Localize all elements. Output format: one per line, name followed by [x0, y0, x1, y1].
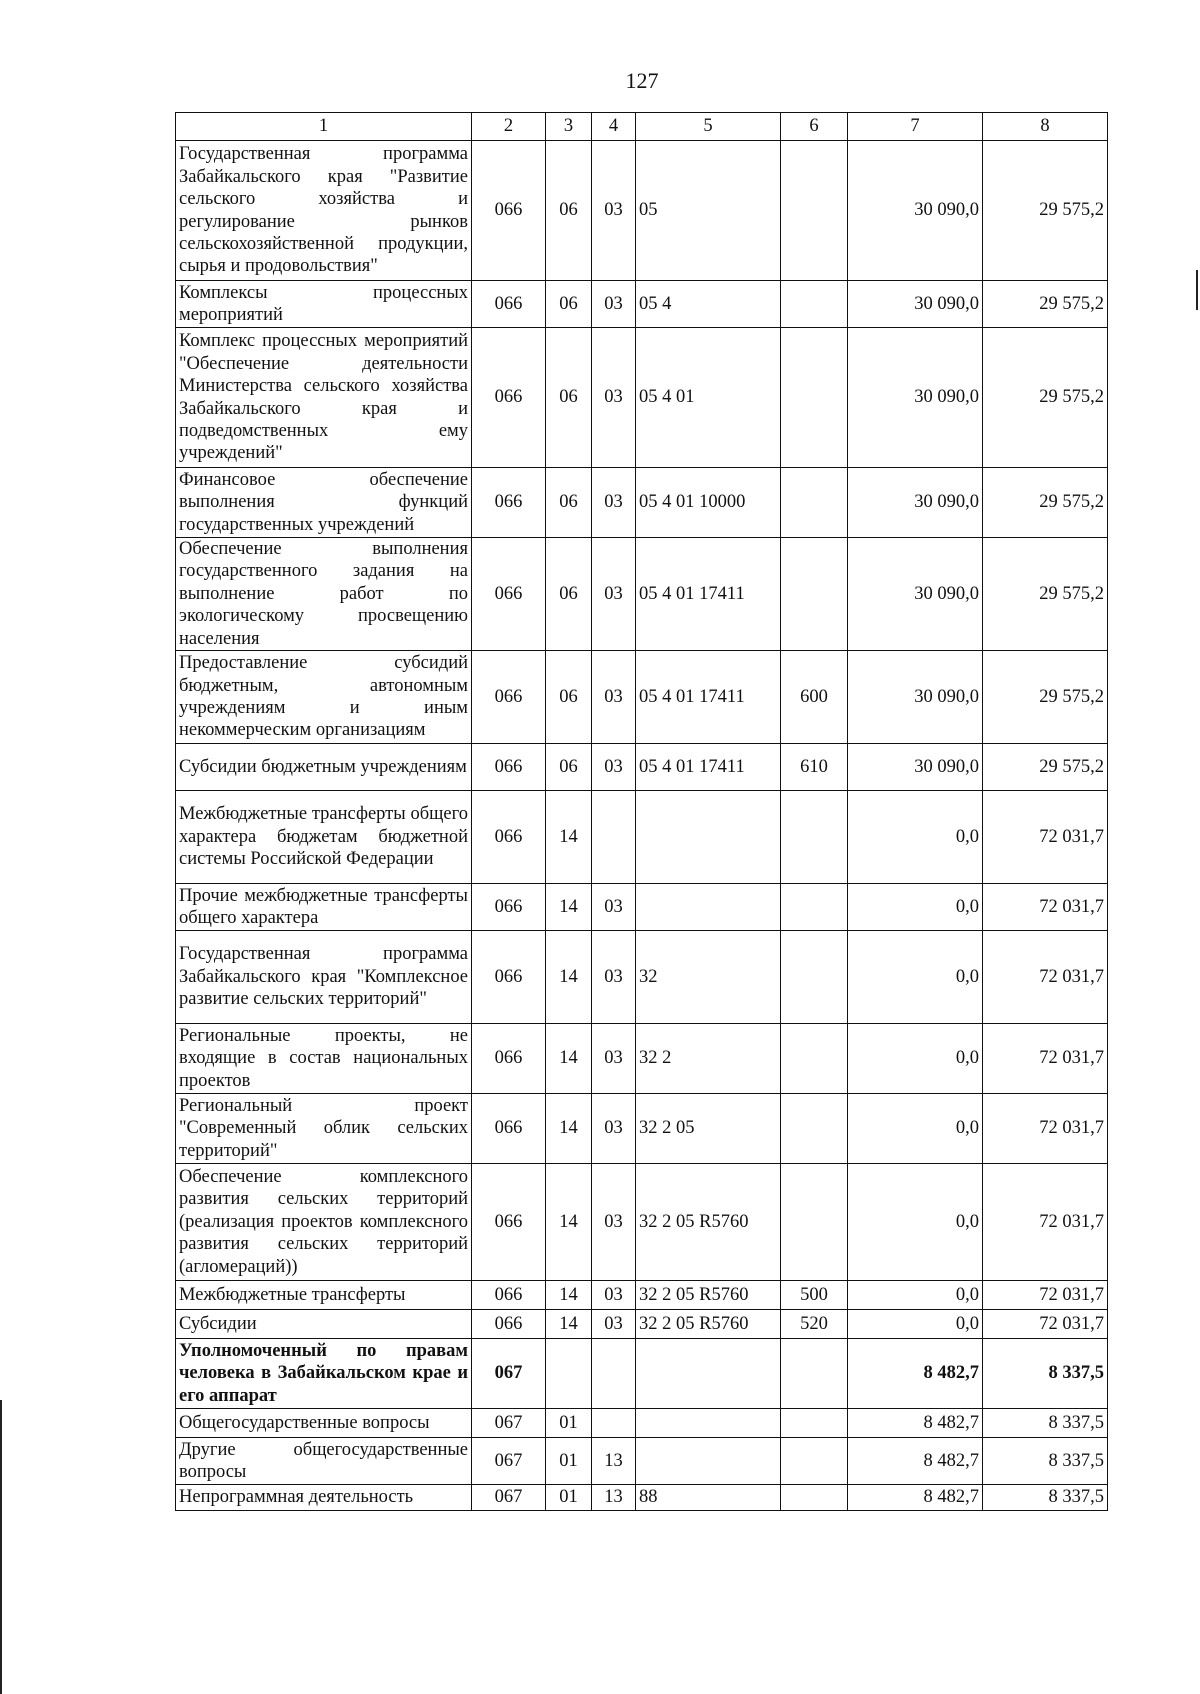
amount-col7-cell: 30 090,0 — [848, 538, 983, 651]
expense-type-cell — [781, 1164, 848, 1281]
budget-table — [175, 112, 1108, 1511]
amount-col7-cell: 8 482,7 — [848, 1409, 983, 1438]
amount-col8-cell: 72 031,7 — [983, 1310, 1108, 1339]
section-code-cell: 06 — [546, 468, 592, 538]
expense-type-cell: 600 — [781, 651, 848, 744]
target-article-cell: 05 4 01 17411 — [636, 744, 781, 791]
target-article-cell: 05 4 01 17411 — [636, 651, 781, 744]
amount-col7-cell: 0,0 — [848, 1310, 983, 1339]
row-name-cell: Государственная программа Забайкальского края "Комплексное развитие сельских территорий" — [176, 931, 472, 1024]
subsection-code-cell: 03 — [592, 281, 636, 328]
admin-code-cell: 066 — [472, 931, 546, 1024]
subsection-code-cell: 03 — [592, 651, 636, 744]
amount-col8-cell: 29 575,2 — [983, 651, 1108, 744]
subsection-code-cell: 03 — [592, 1024, 636, 1094]
header-cell: 6 — [781, 113, 848, 141]
section-code-cell: 14 — [546, 931, 592, 1024]
target-article-cell: 32 2 05 — [636, 1094, 781, 1164]
expense-type-cell — [781, 1339, 848, 1409]
target-article-cell: 88 — [636, 1485, 781, 1511]
amount-col7-cell: 30 090,0 — [848, 651, 983, 744]
row-name-cell: Комплексы процессных мероприятий — [176, 281, 472, 328]
subsection-code-cell: 13 — [592, 1485, 636, 1511]
admin-code-cell: 066 — [472, 1310, 546, 1339]
section-code-cell: 01 — [546, 1409, 592, 1438]
target-article-cell: 05 4 01 10000 — [636, 468, 781, 538]
section-code-cell: 06 — [546, 651, 592, 744]
header-cell: 8 — [983, 113, 1108, 141]
section-code-cell: 01 — [546, 1485, 592, 1511]
admin-code-cell: 066 — [472, 651, 546, 744]
amount-col7-cell: 30 090,0 — [848, 468, 983, 538]
row-name-cell: Субсидии — [176, 1310, 472, 1339]
admin-code-cell: 067 — [472, 1485, 546, 1511]
row-name-cell: Комплекс процессных мероприятий "Обеспечение деятельности Министерства сельского хозяйства Забайкальского края и подведомственных ему учреждений" — [176, 328, 472, 468]
expense-type-cell — [781, 328, 848, 468]
subsection-code-cell: 03 — [592, 1281, 636, 1310]
amount-col7-cell: 8 482,7 — [848, 1339, 983, 1409]
scan-edge-right — [1196, 270, 1198, 310]
target-article-cell: 05 4 01 17411 — [636, 538, 781, 651]
subsection-code-cell: 03 — [592, 1094, 636, 1164]
section-code-cell: 14 — [546, 1094, 592, 1164]
expense-type-cell — [781, 1024, 848, 1094]
expense-type-cell: 500 — [781, 1281, 848, 1310]
subsection-code-cell: 03 — [592, 141, 636, 281]
target-article-cell: 05 — [636, 141, 781, 281]
table-row — [176, 744, 1108, 791]
amount-col8-cell: 72 031,7 — [983, 791, 1108, 884]
expense-type-cell — [781, 1409, 848, 1438]
subsection-code-cell: 03 — [592, 328, 636, 468]
header-cell: 3 — [546, 113, 592, 141]
target-article-cell — [636, 1339, 781, 1409]
admin-code-cell: 066 — [472, 538, 546, 651]
table-row — [176, 1339, 1108, 1409]
expense-type-cell: 520 — [781, 1310, 848, 1339]
section-code-cell: 01 — [546, 1438, 592, 1485]
page-number: 127 — [625, 68, 659, 93]
expense-type-cell — [781, 468, 848, 538]
header-cell: 7 — [848, 113, 983, 141]
admin-code-cell: 066 — [472, 884, 546, 931]
amount-col7-cell: 30 090,0 — [848, 328, 983, 468]
expense-type-cell — [781, 931, 848, 1024]
scan-edge-left — [0, 1400, 2, 1694]
expense-type-cell — [781, 1094, 848, 1164]
admin-code-cell: 066 — [472, 1094, 546, 1164]
expense-type-cell: 610 — [781, 744, 848, 791]
row-name-cell: Межбюджетные трансферты — [176, 1281, 472, 1310]
expense-type-cell — [781, 884, 848, 931]
amount-col7-cell: 30 090,0 — [848, 141, 983, 281]
admin-code-cell: 066 — [472, 744, 546, 791]
admin-code-cell: 067 — [472, 1339, 546, 1409]
target-article-cell: 32 2 05 R5760 — [636, 1281, 781, 1310]
target-article-cell — [636, 1409, 781, 1438]
header-cell: 4 — [592, 113, 636, 141]
row-name-cell: Межбюджетные трансферты общего характера бюджетам бюджетной системы Российской Федерации — [176, 791, 472, 884]
target-article-cell — [636, 1438, 781, 1485]
target-article-cell: 32 2 05 R5760 — [636, 1164, 781, 1281]
amount-col7-cell: 8 482,7 — [848, 1438, 983, 1485]
section-code-cell: 14 — [546, 1310, 592, 1339]
subsection-code-cell: 03 — [592, 744, 636, 791]
admin-code-cell: 066 — [472, 468, 546, 538]
table-row — [176, 651, 1108, 744]
amount-col7-cell: 0,0 — [848, 884, 983, 931]
section-code-cell: 06 — [546, 281, 592, 328]
expense-type-cell — [781, 1438, 848, 1485]
amount-col8-cell: 8 337,5 — [983, 1409, 1108, 1438]
section-code-cell: 06 — [546, 328, 592, 468]
amount-col8-cell: 29 575,2 — [983, 328, 1108, 468]
admin-code-cell: 066 — [472, 1281, 546, 1310]
table-row — [176, 1438, 1108, 1485]
table-row — [176, 538, 1108, 651]
row-name-cell: Общегосударственные вопросы — [176, 1409, 472, 1438]
amount-col8-cell: 29 575,2 — [983, 744, 1108, 791]
table-row — [176, 281, 1108, 328]
amount-col8-cell: 8 337,5 — [983, 1438, 1108, 1485]
expense-type-cell — [781, 791, 848, 884]
admin-code-cell: 066 — [472, 281, 546, 328]
table-row — [176, 1164, 1108, 1281]
target-article-cell: 32 — [636, 931, 781, 1024]
row-name-cell: Другие общегосударственные вопросы — [176, 1438, 472, 1485]
subsection-code-cell: 03 — [592, 468, 636, 538]
table-row — [176, 791, 1108, 884]
amount-col8-cell: 72 031,7 — [983, 1094, 1108, 1164]
subsection-code-cell — [592, 1339, 636, 1409]
amount-col8-cell: 29 575,2 — [983, 281, 1108, 328]
table-row — [176, 1409, 1108, 1438]
table-row — [176, 1094, 1108, 1164]
section-code-cell: 06 — [546, 141, 592, 281]
row-name-cell: Государственная программа Забайкальского края "Развитие сельского хозяйства и регулирование рынков сельскохозяйственной продукции, сырья и продовольствия" — [176, 141, 472, 281]
target-article-cell: 32 2 05 R5760 — [636, 1310, 781, 1339]
table-row — [176, 1281, 1108, 1310]
amount-col7-cell: 30 090,0 — [848, 281, 983, 328]
amount-col8-cell: 72 031,7 — [983, 931, 1108, 1024]
target-article-cell: 05 4 — [636, 281, 781, 328]
row-name-cell: Обеспечение комплексного развития сельских территорий (реализация проектов комплексного развития сельских территорий (агломераций)) — [176, 1164, 472, 1281]
expense-type-cell — [781, 538, 848, 651]
subsection-code-cell — [592, 791, 636, 884]
section-code-cell — [546, 1339, 592, 1409]
expense-type-cell — [781, 141, 848, 281]
row-name-cell: Субсидии бюджетным учреждениям — [176, 744, 472, 791]
table-row — [176, 1310, 1108, 1339]
section-code-cell: 06 — [546, 538, 592, 651]
target-article-cell — [636, 791, 781, 884]
header-cell: 5 — [636, 113, 781, 141]
table-row — [176, 1024, 1108, 1094]
amount-col7-cell: 30 090,0 — [848, 744, 983, 791]
admin-code-cell: 067 — [472, 1409, 546, 1438]
amount-col7-cell: 0,0 — [848, 1281, 983, 1310]
amount-col7-cell: 0,0 — [848, 1164, 983, 1281]
amount-col7-cell: 8 482,7 — [848, 1485, 983, 1511]
table-row — [176, 468, 1108, 538]
section-code-cell: 14 — [546, 1164, 592, 1281]
row-name-cell: Непрограммная деятельность — [176, 1485, 472, 1511]
section-code-cell: 14 — [546, 1281, 592, 1310]
section-code-cell: 14 — [546, 791, 592, 884]
row-name-cell: Предоставление субсидий бюджетным, автономным учреждениям и иным некоммерческим организациям — [176, 651, 472, 744]
amount-col8-cell: 8 337,5 — [983, 1339, 1108, 1409]
table-row — [176, 931, 1108, 1024]
subsection-code-cell: 03 — [592, 931, 636, 1024]
admin-code-cell: 066 — [472, 328, 546, 468]
admin-code-cell: 066 — [472, 141, 546, 281]
subsection-code-cell — [592, 1409, 636, 1438]
row-name-cell: Обеспечение выполнения государственного задания на выполнение работ по экологическому просвещению населения — [176, 538, 472, 651]
header-cell: 2 — [472, 113, 546, 141]
subsection-code-cell: 03 — [592, 538, 636, 651]
target-article-cell: 05 4 01 — [636, 328, 781, 468]
amount-col7-cell: 0,0 — [848, 931, 983, 1024]
admin-code-cell: 066 — [472, 1164, 546, 1281]
section-code-cell: 06 — [546, 744, 592, 791]
admin-code-cell: 067 — [472, 1438, 546, 1485]
admin-code-cell: 066 — [472, 791, 546, 884]
amount-col8-cell: 72 031,7 — [983, 1024, 1108, 1094]
expense-type-cell — [781, 1485, 848, 1511]
amount-col8-cell: 29 575,2 — [983, 141, 1108, 281]
target-article-cell: 32 2 — [636, 1024, 781, 1094]
table-row — [176, 141, 1108, 281]
target-article-cell — [636, 884, 781, 931]
section-code-cell: 14 — [546, 884, 592, 931]
table-row — [176, 328, 1108, 468]
subsection-code-cell: 13 — [592, 1438, 636, 1485]
row-name-cell: Региональные проекты, не входящие в состав национальных проектов — [176, 1024, 472, 1094]
amount-col8-cell: 29 575,2 — [983, 538, 1108, 651]
amount-col7-cell: 0,0 — [848, 791, 983, 884]
header-cell: 1 — [176, 113, 472, 141]
table-row — [176, 1485, 1108, 1511]
row-name-cell: Уполномоченный по правам человека в Забайкальском крае и его аппарат — [176, 1339, 472, 1409]
table-row — [176, 884, 1108, 931]
amount-col8-cell: 72 031,7 — [983, 1281, 1108, 1310]
section-code-cell: 14 — [546, 1024, 592, 1094]
amount-col8-cell: 72 031,7 — [983, 1164, 1108, 1281]
amount-col8-cell: 72 031,7 — [983, 884, 1108, 931]
subsection-code-cell: 03 — [592, 1310, 636, 1339]
amount-col8-cell: 29 575,2 — [983, 468, 1108, 538]
row-name-cell: Региональный проект "Современный облик сельских территорий" — [176, 1094, 472, 1164]
admin-code-cell: 066 — [472, 1024, 546, 1094]
amount-col7-cell: 0,0 — [848, 1094, 983, 1164]
row-name-cell: Прочие межбюджетные трансферты общего характера — [176, 884, 472, 931]
header-row — [176, 113, 1108, 141]
subsection-code-cell: 03 — [592, 1164, 636, 1281]
amount-col7-cell: 0,0 — [848, 1024, 983, 1094]
subsection-code-cell: 03 — [592, 884, 636, 931]
row-name-cell: Финансовое обеспечение выполнения функций государственных учреждений — [176, 468, 472, 538]
amount-col8-cell: 8 337,5 — [983, 1485, 1108, 1511]
expense-type-cell — [781, 281, 848, 328]
